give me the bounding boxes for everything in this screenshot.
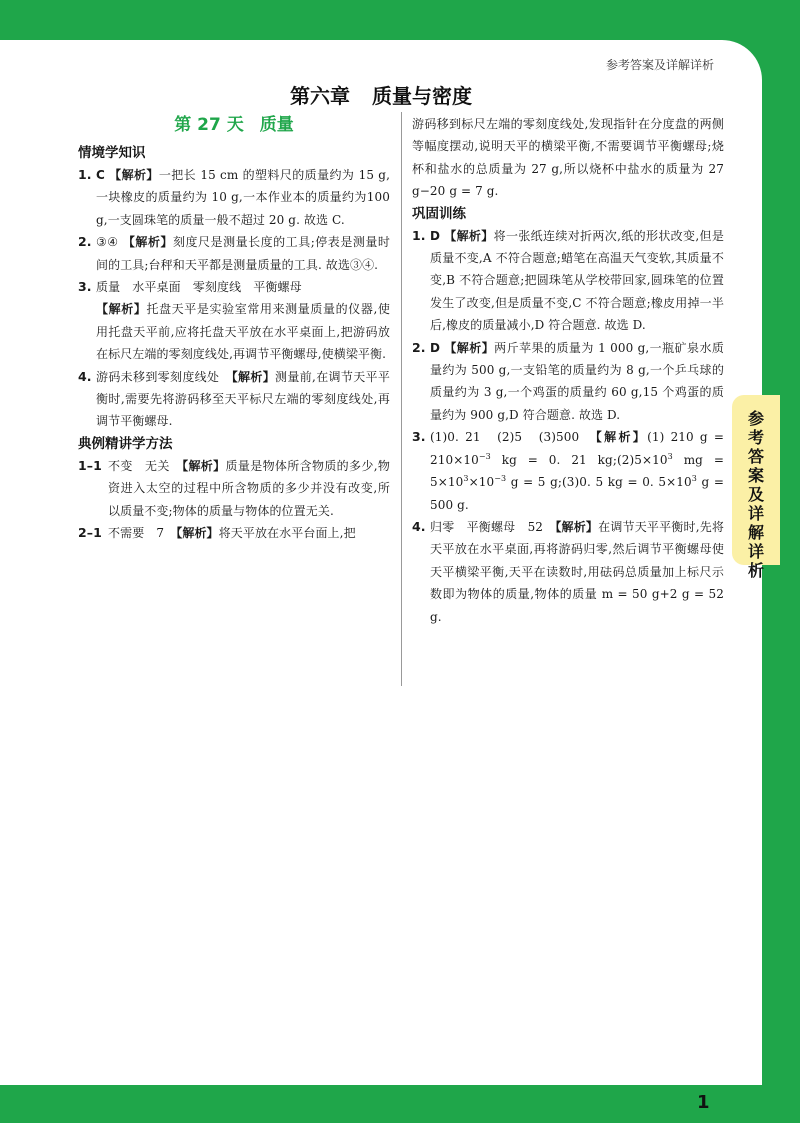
side-tab-label: 参考答案及详解详析: [748, 409, 765, 580]
analysis-text: 测量前,在调节天平平衡时,需要先将游码移至天平标尺左端的零刻度线处,再调节平衡螺母.: [96, 369, 390, 429]
running-header: 参考答案及详解详析: [605, 58, 714, 72]
answer-item: [78, 164, 390, 231]
chapter-number: 第六章: [290, 84, 350, 108]
answer-key: ③④: [96, 235, 119, 250]
formula-part: g = 500 g.: [430, 475, 725, 512]
analysis-text: 刻度尺是测量长度的工具;停表是测量时间的工具;台秤和天平都是测量质量的工具. 故选③④.: [96, 235, 390, 272]
answer-key: 归零 平衡螺母 52: [430, 519, 556, 534]
analysis-text: 质量是物体所含物质的多少,物资进入太空的过程中所含物质的多少并没有改变,所以质量不变;物体的质量与物体的位置无关.: [108, 458, 390, 518]
answer-item: [78, 231, 390, 276]
analysis-tag: 【解析】: [444, 228, 494, 243]
analysis-tag: 【解析】: [109, 168, 159, 182]
item-number: 1–1: [78, 457, 102, 473]
chapter-name: 质量与密度: [372, 84, 472, 108]
analysis-text: 将一张纸连续对折两次,纸的形状改变,但是质量不变,A 不符合题意;蜡笔在高温天气变软,其质量不变,B 不符合题意;把圆珠笔从学校带回家,圆珠笔的位置发生了改变,但是质量不变,C 不符合题意;橡皮用掉一半后,橡皮的质量减小,D 符合题意. 故选 D.: [430, 228, 724, 333]
chapter-title: [0, 80, 762, 109]
item-number: 3.: [412, 429, 426, 445]
section-heading: 情境学知识: [78, 145, 146, 161]
item-number: 4.: [412, 518, 426, 534]
exponent: 3: [667, 451, 673, 461]
exponent: 3: [691, 474, 697, 484]
column-divider: [401, 112, 402, 686]
answer-key: 游码未移到零刻度线处: [96, 369, 232, 384]
formula-part: ×10: [468, 475, 495, 490]
analysis-tag: 【解析】: [231, 369, 276, 384]
item-number: 2.: [78, 234, 92, 250]
item-number: 2–1: [78, 525, 102, 541]
analysis-tag: 【解析】: [176, 526, 219, 541]
answer-item: [412, 516, 724, 628]
item-number: 1.: [412, 227, 426, 243]
item-number: 4.: [78, 368, 92, 384]
page-number: 1: [697, 1092, 710, 1113]
formula-part: kg = 0. 21 kg;(2)5×10: [490, 452, 668, 467]
analysis-tag: 【解析】: [444, 340, 495, 355]
day-topic: 质量: [259, 115, 294, 135]
answer-key: D: [430, 340, 441, 355]
day-title: [78, 112, 390, 138]
answer-item: [78, 455, 390, 522]
exponent: −3: [478, 451, 491, 461]
analysis-text: 两斤苹果的质量为 1 000 g,一瓶矿泉水质量约为 500 g,一支铅笔的质量约为 8 g,一个乒乓球的质量约为 3 g,一个鸡蛋的质量约 60 g,15 个鸡蛋的质量约为 900 g,D 符合题意. 故选 D.: [430, 340, 725, 422]
analysis-tag: 【解析】: [96, 302, 147, 317]
item-number: 2.: [412, 339, 426, 355]
section-heading: 巩固训练: [412, 205, 466, 222]
answer-item: [412, 225, 724, 337]
answer-key: 不需要 7: [108, 526, 177, 541]
analysis-tag: 【解析】: [182, 458, 226, 473]
answer-item: [78, 276, 390, 366]
answer-key: C: [96, 168, 105, 182]
exponent: 3: [463, 474, 469, 484]
answer-key: (1)0. 21 (2)5 (3)500: [430, 430, 596, 445]
answer-item: [78, 522, 390, 544]
item-number: 1.: [78, 167, 92, 182]
continued-text: 游码移到标尺左端的零刻度线处,发现指针在分度盘的两侧等幅度摆动,说明天平的横梁平衡,不需要调节平衡螺母;烧杯和盐水的总质量为 27 g,所以烧杯中盐水的质量为 27 g−20 g = 7 g.: [412, 117, 724, 199]
analysis-tag: 【解析】: [595, 430, 648, 445]
analysis-text: 在调节天平平衡时,先将天平放在水平桌面,再将游码归零,然后调节平衡螺母使天平横梁平衡,天平在读数时,用砝码总质量加上标尺示数即为物体的质量,物体的质量 m = 50 g+2 g = 52 g.: [430, 519, 724, 624]
side-tab: [732, 395, 780, 580]
section-heading: 典例精讲学方法: [78, 435, 173, 452]
formula-part: g = 5 g;(3)0. 5 kg = 0. 5×10: [506, 475, 692, 490]
formula-part: mg = 5×10: [430, 452, 725, 490]
answer-item: [412, 426, 724, 516]
day-number: 第 27 天: [174, 115, 244, 135]
answer-key: 质量 水平桌面 零刻度线 平衡螺母: [96, 280, 302, 295]
formula-part: (1) 210 g = 210×10: [430, 430, 725, 467]
answer-item: [412, 337, 724, 427]
page-sheet: [0, 40, 762, 1113]
answer-item: [78, 366, 390, 433]
analysis-tag: 【解析】: [555, 519, 599, 534]
analysis-tag: 【解析】: [122, 235, 173, 250]
answer-key: D: [430, 228, 441, 243]
exponent: −3: [494, 474, 507, 484]
item-number: 3.: [78, 279, 92, 295]
analysis-text: 托盘天平是实验室常用来测量质量的仪器,使用托盘天平前,应将托盘天平放在水平桌面上,把游码放在标尺左端的零刻度线处,再调节平衡螺母,使横梁平衡.: [96, 302, 390, 362]
right-column: [412, 113, 724, 628]
analysis-text: 一把长 15 cm 的塑料尺的质量约为 15 g,一块橡皮的质量约为 10 g,一本作业本的质量约为100 g,一支圆珠笔的质量一般不超过 20 g. 故选 C.: [96, 168, 390, 227]
analysis-text: 将天平放在水平台面上,把: [218, 526, 356, 541]
answer-key: 不变 无关: [108, 458, 183, 473]
left-column: [78, 112, 390, 545]
